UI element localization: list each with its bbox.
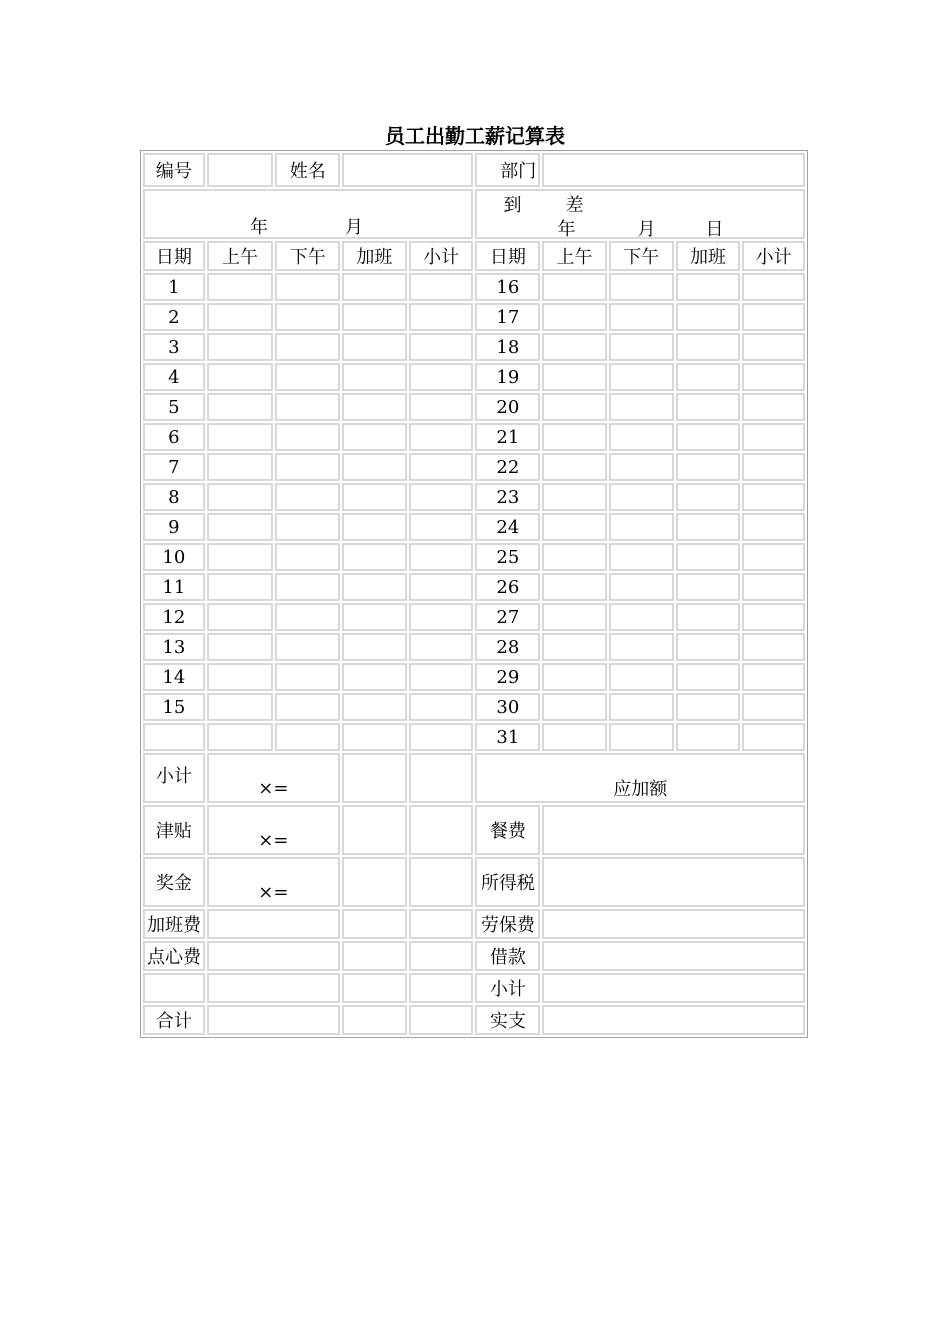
allowance-value-1[interactable] <box>342 805 407 855</box>
pm-cell-left[interactable] <box>275 603 340 631</box>
pm-cell-right[interactable] <box>609 273 674 301</box>
summary-row-total <box>143 1005 805 1035</box>
am-cell-left[interactable] <box>207 303 274 331</box>
subtotal-cell-left[interactable] <box>409 423 474 451</box>
pm-cell-left[interactable] <box>275 633 340 661</box>
pm-cell-left[interactable] <box>275 363 340 391</box>
subtotal-cell-right[interactable] <box>742 663 805 691</box>
subtotal-cell-left[interactable] <box>409 633 474 661</box>
day-number-right: 18 <box>475 333 540 361</box>
pm-cell-left[interactable] <box>275 573 340 601</box>
overtime-cell-right[interactable] <box>676 393 741 421</box>
pm-cell-left[interactable] <box>275 333 340 361</box>
day-row <box>143 693 805 721</box>
trip-cell[interactable] <box>475 189 805 239</box>
overtime-cell-left[interactable] <box>342 513 407 541</box>
overtime-cell-right[interactable] <box>676 723 741 751</box>
subtotal-value-2[interactable] <box>409 753 474 803</box>
subtotal-label: 小计 <box>143 753 205 803</box>
day-row <box>143 663 805 691</box>
pm-cell-right[interactable] <box>609 633 674 661</box>
allowance-label: 津贴 <box>143 805 205 855</box>
overtime-cell-left[interactable] <box>342 633 407 661</box>
overtime-cell-right[interactable] <box>676 303 741 331</box>
subtotal-cell-left[interactable] <box>409 573 474 601</box>
am-cell-right[interactable] <box>542 483 607 511</box>
am-cell-right[interactable] <box>542 633 607 661</box>
overtime-cell-right[interactable] <box>676 633 741 661</box>
overtime-cell-right[interactable] <box>676 333 741 361</box>
overtime-cell-left[interactable] <box>342 453 407 481</box>
name-field[interactable] <box>342 153 473 187</box>
net-pay-label: 实支 <box>475 1005 540 1035</box>
am-cell-right[interactable] <box>542 513 607 541</box>
attendance-sheet <box>140 150 808 1038</box>
loan-label: 借款 <box>475 941 540 971</box>
income-tax-label: 所得税 <box>475 857 540 907</box>
pm-cell-right[interactable] <box>609 333 674 361</box>
col-am-2: 上午 <box>542 241 607 271</box>
am-cell-right[interactable] <box>542 363 607 391</box>
overtime-cell-right[interactable] <box>676 573 741 601</box>
subtotal-cell-left[interactable] <box>409 303 474 331</box>
subtotal-cell-right[interactable] <box>742 573 805 601</box>
day-number-left: 7 <box>143 453 205 481</box>
subtotal-cell-right[interactable] <box>742 423 805 451</box>
overtime-cell-right[interactable] <box>676 693 741 721</box>
day-number-left: 4 <box>143 363 205 391</box>
pm-cell-right[interactable] <box>609 573 674 601</box>
overtime-cell-left[interactable] <box>342 543 407 571</box>
summary-row-snack-fee <box>143 941 805 971</box>
am-cell-right[interactable] <box>542 453 607 481</box>
am-cell-right[interactable] <box>542 393 607 421</box>
col-subtotal: 小计 <box>409 241 474 271</box>
am-cell-left[interactable] <box>207 333 274 361</box>
dept-label: 部门 <box>475 153 540 187</box>
subtotal-cell-left[interactable] <box>409 603 474 631</box>
subtotal-cell-right[interactable] <box>742 363 805 391</box>
day-number-left: 6 <box>143 423 205 451</box>
overtime-cell-right[interactable] <box>676 663 741 691</box>
income-tax-field[interactable] <box>542 857 805 907</box>
overtime-cell-right[interactable] <box>676 603 741 631</box>
am-cell-left[interactable] <box>207 603 274 631</box>
pm-cell-right[interactable] <box>609 723 674 751</box>
pm-cell-left[interactable] <box>275 543 340 571</box>
overtime-cell-left[interactable] <box>342 663 407 691</box>
am-cell-left[interactable] <box>207 573 274 601</box>
day-number-right: 16 <box>475 273 540 301</box>
day-number-right: 30 <box>475 693 540 721</box>
blank-field[interactable] <box>207 973 340 1003</box>
col-pm: 下午 <box>275 241 340 271</box>
am-cell-left[interactable] <box>207 273 274 301</box>
subtotal-cell-right[interactable] <box>742 273 805 301</box>
trip-diff: 差 <box>565 195 584 216</box>
pm-cell-right[interactable] <box>609 543 674 571</box>
subtotal-cell-right[interactable] <box>742 693 805 721</box>
day-number-right: 26 <box>475 573 540 601</box>
pm-cell-right[interactable] <box>609 423 674 451</box>
overtime-cell-left[interactable] <box>342 303 407 331</box>
day-number-right: 21 <box>475 423 540 451</box>
day-number-right: 28 <box>475 633 540 661</box>
period-month: 月 <box>345 217 363 238</box>
pm-cell-left[interactable] <box>275 693 340 721</box>
pm-cell-left[interactable] <box>275 663 340 691</box>
subtotal-cell-right[interactable] <box>742 633 805 661</box>
overtime-cell-right[interactable] <box>676 483 741 511</box>
day-number-right: 23 <box>475 483 540 511</box>
summary-row-bonus <box>143 857 805 907</box>
column-header-row <box>143 241 805 271</box>
subtotal-cell-right[interactable] <box>742 513 805 541</box>
blank-label[interactable] <box>143 973 205 1003</box>
id-field[interactable] <box>207 153 274 187</box>
subtotal-cell-right[interactable] <box>742 603 805 631</box>
total-value-1[interactable] <box>342 1005 407 1035</box>
allowance-value-2[interactable] <box>409 805 474 855</box>
meal-fee-field[interactable] <box>542 805 805 855</box>
trip-month: 月 <box>637 219 656 239</box>
overtime-cell-left[interactable] <box>342 603 407 631</box>
bonus-value-2[interactable] <box>409 857 474 907</box>
allowance-formula[interactable]: ×= <box>207 805 340 855</box>
subtotal-cell-right[interactable] <box>742 393 805 421</box>
day-number-left: 1 <box>143 273 205 301</box>
pm-cell-left[interactable] <box>275 513 340 541</box>
bonus-label: 奖金 <box>143 857 205 907</box>
subtotal-right-field[interactable] <box>542 973 805 1003</box>
bonus-formula[interactable]: ×= <box>207 857 340 907</box>
am-cell-left[interactable] <box>207 543 274 571</box>
subtotal-cell-left[interactable] <box>409 483 474 511</box>
overtime-cell-right[interactable] <box>676 363 741 391</box>
pm-cell-left[interactable] <box>275 423 340 451</box>
col-pm-2: 下午 <box>609 241 674 271</box>
pm-cell-left[interactable] <box>275 393 340 421</box>
period-year: 年 <box>250 217 268 238</box>
insurance-fee-label: 劳保费 <box>475 909 540 939</box>
name-label: 姓名 <box>275 153 340 187</box>
total-label: 合计 <box>143 1005 205 1035</box>
pm-cell-right[interactable] <box>609 483 674 511</box>
am-cell-right[interactable] <box>542 423 607 451</box>
day-number-left: 13 <box>143 633 205 661</box>
day-number-left: 2 <box>143 303 205 331</box>
day-number-right: 29 <box>475 663 540 691</box>
summary-row-blank <box>143 973 805 1003</box>
am-cell-right[interactable] <box>542 573 607 601</box>
day-number-left: 5 <box>143 393 205 421</box>
am-cell-left[interactable] <box>207 423 274 451</box>
day-number-left: 12 <box>143 603 205 631</box>
day-row <box>143 303 805 331</box>
day-number-left: 15 <box>143 693 205 721</box>
am-cell-right[interactable] <box>542 663 607 691</box>
pm-cell-right[interactable] <box>609 693 674 721</box>
day-row <box>143 333 805 361</box>
am-cell-right[interactable] <box>542 693 607 721</box>
am-cell-left[interactable] <box>207 513 274 541</box>
page-title: 员工出勤工薪记算表 <box>385 124 565 148</box>
overtime-cell-left[interactable] <box>342 573 407 601</box>
am-cell-left[interactable] <box>207 453 274 481</box>
subtotal-cell-right[interactable] <box>742 303 805 331</box>
overtime-cell-left[interactable] <box>342 333 407 361</box>
day-row <box>143 423 805 451</box>
summary-row-subtotal <box>143 753 805 803</box>
period-row <box>143 189 805 239</box>
day-row <box>143 273 805 301</box>
insurance-fee-field[interactable] <box>542 909 805 939</box>
subtotal-cell-right[interactable] <box>742 483 805 511</box>
subtotal-cell-left[interactable] <box>409 513 474 541</box>
trip-year: 年 <box>557 219 576 239</box>
net-pay-field[interactable] <box>542 1005 805 1035</box>
snack-fee-value-2[interactable] <box>409 941 474 971</box>
col-overtime-2: 加班 <box>676 241 741 271</box>
day-number-left <box>143 723 205 751</box>
dept-field[interactable] <box>542 153 805 187</box>
subtotal-right-label: 小计 <box>475 973 540 1003</box>
pm-cell-right[interactable] <box>609 303 674 331</box>
subtotal-cell-right[interactable] <box>742 723 805 751</box>
bonus-value-1[interactable] <box>342 857 407 907</box>
col-date: 日期 <box>143 241 205 271</box>
pm-cell-left[interactable] <box>275 273 340 301</box>
subtotal-cell-right[interactable] <box>742 453 805 481</box>
snack-fee-field[interactable] <box>207 941 340 971</box>
subtotal-cell-left[interactable] <box>409 723 474 751</box>
subtotal-cell-right[interactable] <box>742 333 805 361</box>
overtime-cell-left[interactable] <box>342 363 407 391</box>
pm-cell-right[interactable] <box>609 453 674 481</box>
total-value-2[interactable] <box>409 1005 474 1035</box>
day-number-right: 25 <box>475 543 540 571</box>
pm-cell-right[interactable] <box>609 513 674 541</box>
overtime-cell-left[interactable] <box>342 393 407 421</box>
subtotal-cell-left[interactable] <box>409 273 474 301</box>
day-row <box>143 363 805 391</box>
col-overtime: 加班 <box>342 241 407 271</box>
overtime-cell-left[interactable] <box>342 693 407 721</box>
day-row <box>143 513 805 541</box>
overtime-fee-value-1[interactable] <box>342 909 407 939</box>
pm-cell-right[interactable] <box>609 393 674 421</box>
day-number-right: 19 <box>475 363 540 391</box>
pm-cell-left[interactable] <box>275 723 340 751</box>
day-number-left: 14 <box>143 663 205 691</box>
am-cell-right[interactable] <box>542 273 607 301</box>
overtime-cell-left[interactable] <box>342 273 407 301</box>
addable-amount-label: 应加额 <box>475 753 805 803</box>
col-subtotal-2: 小计 <box>742 241 805 271</box>
am-cell-left[interactable] <box>207 633 274 661</box>
overtime-fee-label: 加班费 <box>143 909 205 939</box>
trip-arrive: 到 <box>503 195 522 216</box>
col-am: 上午 <box>207 241 274 271</box>
day-row <box>143 603 805 631</box>
snack-fee-label: 点心费 <box>143 941 205 971</box>
overtime-cell-right[interactable] <box>676 513 741 541</box>
day-number-left: 8 <box>143 483 205 511</box>
day-row <box>143 543 805 571</box>
overtime-cell-right[interactable] <box>676 453 741 481</box>
am-cell-left[interactable] <box>207 723 274 751</box>
overtime-cell-right[interactable] <box>676 273 741 301</box>
am-cell-right[interactable] <box>542 603 607 631</box>
am-cell-right[interactable] <box>542 543 607 571</box>
subtotal-cell-right[interactable] <box>742 543 805 571</box>
am-cell-right[interactable] <box>542 723 607 751</box>
day-number-right: 17 <box>475 303 540 331</box>
overtime-cell-left[interactable] <box>342 723 407 751</box>
pm-cell-right[interactable] <box>609 363 674 391</box>
blank-value-2[interactable] <box>409 973 474 1003</box>
day-row <box>143 483 805 511</box>
day-number-left: 11 <box>143 573 205 601</box>
pm-cell-right[interactable] <box>609 663 674 691</box>
summary-row-allowance <box>143 805 805 855</box>
overtime-cell-left[interactable] <box>342 483 407 511</box>
am-cell-left[interactable] <box>207 393 274 421</box>
total-field[interactable] <box>207 1005 340 1035</box>
am-cell-left[interactable] <box>207 663 274 691</box>
am-cell-left[interactable] <box>207 693 274 721</box>
subtotal-cell-left[interactable] <box>409 393 474 421</box>
trip-day: 日 <box>705 219 724 239</box>
day-row <box>143 633 805 661</box>
am-cell-right[interactable] <box>542 303 607 331</box>
col-date-2: 日期 <box>475 241 540 271</box>
day-row <box>143 453 805 481</box>
subtotal-cell-left[interactable] <box>409 333 474 361</box>
blank-value-1[interactable] <box>342 973 407 1003</box>
pm-cell-left[interactable] <box>275 483 340 511</box>
subtotal-cell-left[interactable] <box>409 693 474 721</box>
day-number-right: 31 <box>475 723 540 751</box>
id-label: 编号 <box>143 153 205 187</box>
day-row <box>143 573 805 601</box>
subtotal-cell-left[interactable] <box>409 663 474 691</box>
summary-row-overtime-fee <box>143 909 805 939</box>
overtime-cell-right[interactable] <box>676 543 741 571</box>
overtime-fee-field[interactable] <box>207 909 340 939</box>
overtime-fee-value-2[interactable] <box>409 909 474 939</box>
pm-cell-left[interactable] <box>275 303 340 331</box>
snack-fee-value-1[interactable] <box>342 941 407 971</box>
day-number-left: 9 <box>143 513 205 541</box>
am-cell-left[interactable] <box>207 483 274 511</box>
overtime-cell-right[interactable] <box>676 423 741 451</box>
header-row <box>143 153 805 187</box>
period-cell[interactable] <box>143 189 473 239</box>
loan-field[interactable] <box>542 941 805 971</box>
pm-cell-left[interactable] <box>275 453 340 481</box>
day-number-left: 3 <box>143 333 205 361</box>
meal-fee-label: 餐费 <box>475 805 540 855</box>
subtotal-cell-left[interactable] <box>409 453 474 481</box>
subtotal-cell-left[interactable] <box>409 543 474 571</box>
day-number-right: 22 <box>475 453 540 481</box>
subtotal-value-1[interactable] <box>342 753 407 803</box>
day-number-left: 10 <box>143 543 205 571</box>
am-cell-left[interactable] <box>207 363 274 391</box>
am-cell-right[interactable] <box>542 333 607 361</box>
pm-cell-right[interactable] <box>609 603 674 631</box>
day-number-right: 24 <box>475 513 540 541</box>
day-number-right: 27 <box>475 603 540 631</box>
overtime-cell-left[interactable] <box>342 423 407 451</box>
subtotal-cell-left[interactable] <box>409 363 474 391</box>
day-row <box>143 723 805 751</box>
subtotal-formula[interactable]: ×= <box>207 753 340 803</box>
day-number-right: 20 <box>475 393 540 421</box>
day-row <box>143 393 805 421</box>
